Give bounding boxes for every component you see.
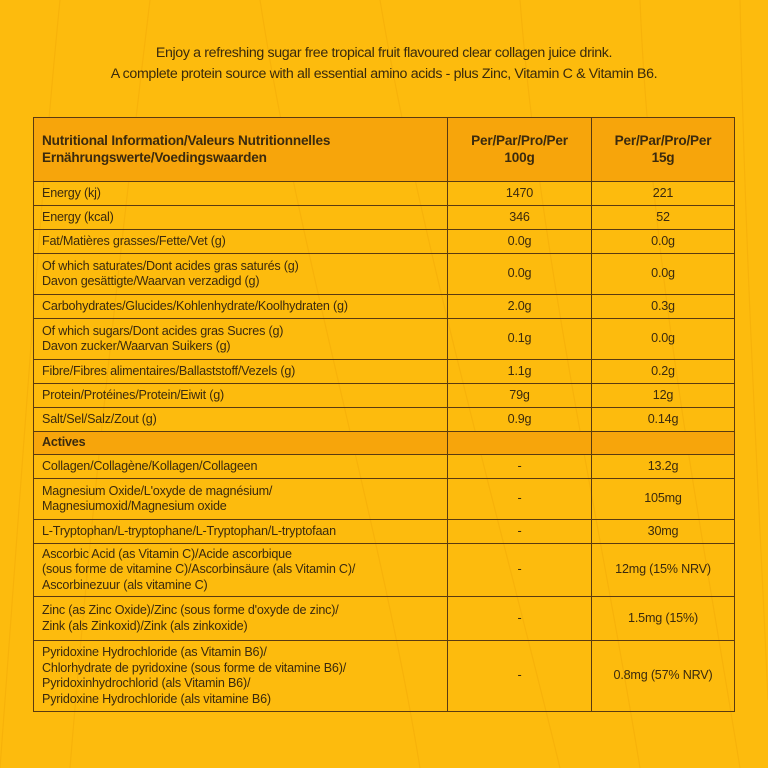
table-row <box>34 520 735 544</box>
value-per-15g: 12g <box>592 384 735 408</box>
value-per-15g: 0.0g <box>592 254 735 295</box>
row-label-line: Fat/Matières grasses/Fette/Vet (g) <box>42 233 226 248</box>
row-label-line: Fibre/Fibres alimentaires/Ballaststoff/Vezels (g) <box>42 363 296 378</box>
value-per-100g: 1.1g <box>448 360 592 384</box>
value-per-15g: 0.14g <box>592 408 735 432</box>
row-label-line: Pyridoxine Hydrochloride (als vitamine B6) <box>42 691 271 706</box>
product-description <box>0 43 768 85</box>
table-row <box>34 319 735 360</box>
value-per-15g: 1.5mg (15%) <box>592 597 735 641</box>
row-label <box>34 641 448 712</box>
actives-heading-empty-100 <box>448 432 592 455</box>
row-label-line: Of which sugars/Dont acides gras Sucres (g) <box>42 323 284 338</box>
row-label <box>34 544 448 597</box>
row-label-line: Salt/Sel/Salz/Zout (g) <box>42 411 157 426</box>
row-label <box>34 455 448 479</box>
row-label-line: Energy (kj) <box>42 185 101 200</box>
row-label <box>34 408 448 432</box>
value-per-100g: 2.0g <box>448 295 592 319</box>
row-label-line: Magnesium Oxide/L'oxyde de magnésium/ <box>42 483 273 498</box>
row-label-line: Pyridoxinhydrochlorid (als Vitamin B6)/ <box>42 676 251 690</box>
table-row <box>34 544 735 597</box>
row-label <box>34 254 448 295</box>
row-label <box>34 230 448 254</box>
row-label-line: Zink (als Zinkoxid)/Zink (als zinkoxide) <box>42 618 248 633</box>
actives-rows <box>34 455 735 712</box>
description-line-1: Enjoy a refreshing sugar free tropical fruit flavoured clear collagen juice drink. <box>155 45 613 61</box>
row-label <box>34 479 448 520</box>
value-per-100g: - <box>448 544 592 597</box>
value-per-15g: 0.0g <box>592 319 735 360</box>
value-per-100g: - <box>448 520 592 544</box>
row-label-line: Davon gesättigte/Waarvan verzadigd (g) <box>42 274 260 288</box>
value-per-15g: 13.2g <box>592 455 735 479</box>
actives-heading: Actives <box>34 432 448 455</box>
row-label-line: Of which saturates/Dont acides gras saturés (g) <box>42 258 299 273</box>
row-label <box>34 384 448 408</box>
value-per-15g: 0.3g <box>592 295 735 319</box>
row-label <box>34 597 448 641</box>
row-label-line: Davon zucker/Waarvan Suikers (g) <box>42 339 231 353</box>
value-per-15g: 0.8mg (57% NRV) <box>592 641 735 712</box>
row-label <box>34 206 448 230</box>
value-per-15g: 221 <box>592 182 735 206</box>
value-per-100g: - <box>448 597 592 641</box>
header-per-15g: Per/Par/Pro/Per 15g <box>592 118 735 182</box>
value-per-15g: 52 <box>592 206 735 230</box>
row-label-line: Carbohydrates/Glucides/Kohlenhydrate/Koolhydraten (g) <box>42 298 348 313</box>
row-label <box>34 360 448 384</box>
table-row <box>34 455 735 479</box>
row-label-line: (sous forme de vitamine C)/Ascorbinsäure (als Vitamin C)/ <box>42 562 356 577</box>
row-label-line: Energy (kcal) <box>42 209 114 224</box>
table-row <box>34 206 735 230</box>
value-per-100g: - <box>448 479 592 520</box>
row-label-line: Chlorhydrate de pyridoxine (sous forme de vitamine B6)/ <box>42 660 346 675</box>
value-per-100g: - <box>448 641 592 712</box>
table-header-row <box>34 118 735 182</box>
value-per-100g: 79g <box>448 384 592 408</box>
row-label-line: Magnesiumoxid/Magnesium oxide <box>42 499 227 513</box>
table-row <box>34 408 735 432</box>
value-per-100g: 0.1g <box>448 319 592 360</box>
row-label-line: Zinc (as Zinc Oxide)/Zinc (sous forme d'oxyde de zinc)/ <box>42 603 339 617</box>
value-per-15g: 0.2g <box>592 360 735 384</box>
row-label-line: Ascorbinezuur (als vitamine C) <box>42 577 208 592</box>
row-label <box>34 520 448 544</box>
nutrition-table <box>33 117 735 712</box>
table-row <box>34 597 735 641</box>
value-per-100g: 0.0g <box>448 254 592 295</box>
header-nutrition-info: Nutritional Information/Valeurs Nutritionnelles Ernährungswerte/Voedingswaarden <box>34 118 448 182</box>
row-label-line: Collagen/Collagène/Kollagen/Collageen <box>42 458 258 473</box>
table-row <box>34 295 735 319</box>
value-per-15g: 30mg <box>592 520 735 544</box>
nutrition-rows <box>34 182 735 432</box>
table-row <box>34 384 735 408</box>
actives-section-header <box>34 432 735 455</box>
row-label-line: Ascorbic Acid (as Vitamin C)/Acide ascorbique <box>42 546 292 561</box>
table-row <box>34 182 735 206</box>
row-label-line: Protein/Protéines/Protein/Eiwit (g) <box>42 387 224 402</box>
value-per-100g: 0.9g <box>448 408 592 432</box>
row-label <box>34 319 448 360</box>
row-label-line: Pyridoxine Hydrochloride (as Vitamin B6)/ <box>42 645 267 659</box>
table-row <box>34 230 735 254</box>
value-per-100g: 0.0g <box>448 230 592 254</box>
actives-heading-empty-15 <box>592 432 735 455</box>
value-per-100g: 346 <box>448 206 592 230</box>
value-per-100g: 1470 <box>448 182 592 206</box>
value-per-15g: 0.0g <box>592 230 735 254</box>
value-per-15g: 12mg (15% NRV) <box>592 544 735 597</box>
table-row <box>34 641 735 712</box>
value-per-15g: 105mg <box>592 479 735 520</box>
table-row <box>34 479 735 520</box>
row-label <box>34 182 448 206</box>
description-line-2: A complete protein source with all essential amino acids - plus Zinc, Vitamin C & Vitamin B6. <box>110 66 658 82</box>
table-row <box>34 360 735 384</box>
header-per-100g: Per/Par/Pro/Per 100g <box>448 118 592 182</box>
value-per-100g: - <box>448 455 592 479</box>
row-label <box>34 295 448 319</box>
table-row <box>34 254 735 295</box>
row-label-line: L-Tryptophan/L-tryptophane/L-Tryptophan/L-tryptofaan <box>42 523 336 538</box>
